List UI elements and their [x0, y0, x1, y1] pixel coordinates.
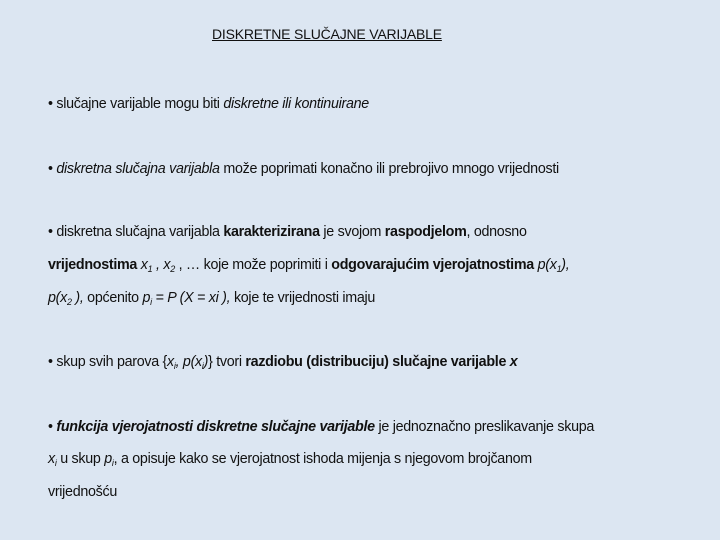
text-segment: 2: [66, 297, 72, 307]
text-segment: odgovarajućim vjerojatnostima: [331, 257, 534, 273]
text-segment: raspodjelom: [384, 224, 467, 240]
text-segment: funkcija vjerojatnosti diskretne slučajne varijable: [56, 419, 375, 435]
text-segment: • skup svih parova {: [48, 354, 168, 370]
text-segment: x: [48, 451, 55, 467]
text-segment: razdiobu (distribuciju) slučajne varijable: [245, 354, 510, 370]
text-segment: , p(x: [175, 354, 202, 370]
text-segment: vrijednostima: [48, 257, 138, 273]
text-segment: općenito: [83, 290, 143, 306]
text-line: [48, 451, 532, 468]
text-segment: = P (X = xi ),: [151, 290, 231, 306]
text-segment: •: [48, 161, 57, 177]
text-segment: x: [509, 354, 518, 370]
text-segment: •: [48, 419, 57, 435]
text-segment: i: [111, 458, 114, 468]
text-segment: , a opisuje kako se vjerojatnost ishoda mijenja s njegovom brojčanom: [113, 451, 532, 467]
text-segment: i: [150, 297, 152, 307]
text-segment: diskretna slučajna varijabla: [56, 161, 220, 177]
text-segment: , x: [152, 257, 171, 273]
text-line: [48, 290, 375, 307]
text-segment: može poprimati konačno ili prebrojivo mnogo vrijednosti: [219, 161, 559, 177]
text-segment: koje te vrijednosti imaju: [230, 290, 376, 306]
text-segment: karakterizirana: [223, 224, 320, 240]
text-segment: ): [203, 354, 209, 370]
text-segment: 2: [170, 264, 175, 274]
text-segment: kontinuirane: [294, 96, 369, 112]
text-segment: ),: [71, 290, 84, 306]
text-segment: ),: [561, 257, 570, 273]
text-segment: 1: [556, 264, 562, 274]
text-line: [48, 257, 569, 274]
text-segment: x: [137, 257, 148, 273]
text-line: [48, 354, 517, 371]
text-segment: x: [167, 354, 174, 370]
text-segment: • diskretna slučajna varijabla: [48, 224, 224, 240]
text-segment: i: [54, 458, 57, 468]
text-segment: } tvori: [208, 354, 246, 370]
text-segment: , … koje može poprimiti i: [174, 257, 332, 273]
text-segment: p(x: [48, 290, 67, 306]
text-segment: • slučajne varijable mogu biti: [48, 96, 224, 112]
text-segment: u skup: [56, 451, 105, 467]
text-segment: je svojom: [319, 224, 385, 240]
text-segment: i: [201, 361, 204, 371]
text-line: [48, 161, 559, 177]
text-line: [48, 224, 527, 240]
text-segment: diskretne: [223, 96, 279, 112]
text-segment: p: [142, 290, 151, 306]
text-line: [48, 419, 594, 435]
text-line: [48, 96, 369, 112]
text-segment: ili: [278, 96, 295, 112]
text-line: [48, 484, 117, 500]
text-segment: p: [104, 451, 112, 467]
text-segment: i: [173, 361, 176, 371]
text-segment: je jednoznačno preslikavanje skupa: [374, 419, 595, 435]
text-segment: , odnosno: [466, 224, 527, 240]
page-title: DISKRETNE SLUČAJNE VARIJABLE: [212, 26, 442, 42]
text-segment: vrijednošću: [48, 484, 118, 500]
text-segment: p(x: [533, 257, 557, 273]
text-segment: 1: [147, 264, 153, 274]
